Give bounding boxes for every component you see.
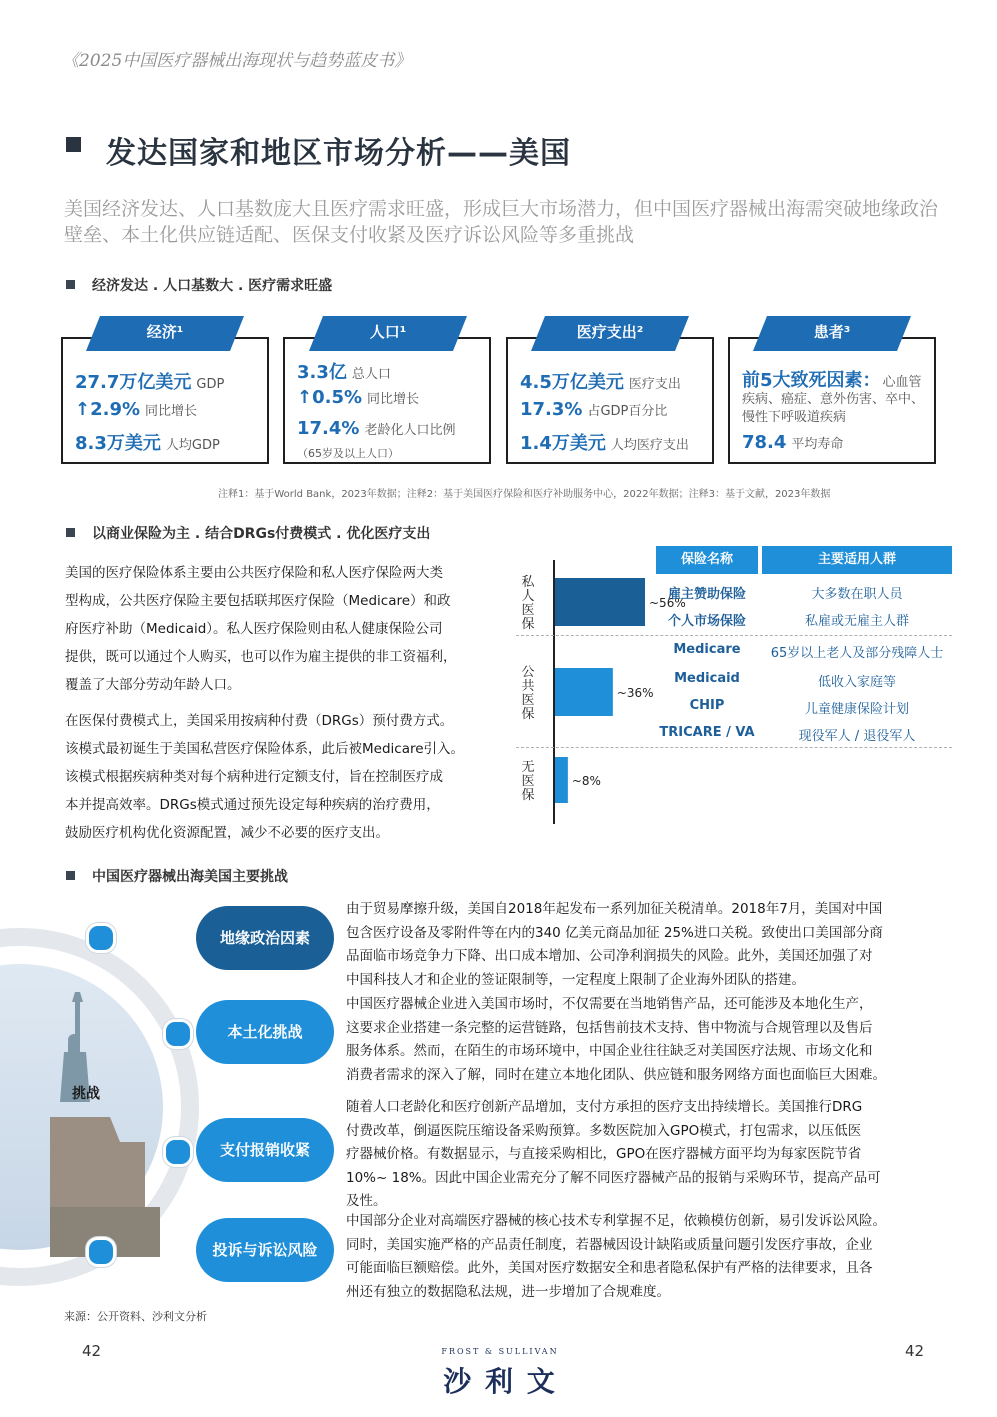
drgs-paragraph [65, 707, 464, 847]
stat-value: 4.5万亿美元 [520, 372, 624, 393]
table-divider [516, 747, 952, 748]
stat-label: 人均GDP [165, 438, 220, 453]
text-line: 中国部分企业对高端医疗器械的核心技术专利掌握不足，依赖模仿创新，易引发诉讼风险。 [346, 1213, 886, 1229]
page-number-right: 42 [905, 1342, 925, 1360]
card-header-economy [86, 316, 244, 351]
text-line: 10%~ 18%。因此中国企业需充分了解不同医疗器械产品的报销与采购环节，提高产品可 [346, 1169, 881, 1186]
card-header-patients [753, 316, 911, 351]
category-label-char: 人 [521, 589, 535, 604]
insurance-paragraph [65, 559, 457, 699]
stat-headline: 前5大致死因素： [742, 370, 881, 391]
text-line: 及性。 [346, 1193, 387, 1209]
category-label-char: 公 [521, 665, 535, 680]
category-label-char: 无 [521, 760, 535, 775]
challenge-center-label: 挑战 [72, 1086, 100, 1102]
text-line: 品面临市场竞争力下降、出口成本增加、公司净利润损失的风险。此外，美国还加强了对 [346, 948, 873, 964]
text-line: 包含医疗设备及零附件等在内的340 亿美元商品加征 25%进口关税。致使出口美国部分商 [346, 924, 883, 941]
table-cell-group: 低收入家庭等 [817, 675, 896, 690]
stat-label: GDP [196, 377, 225, 392]
stat-value: 17.4% [297, 418, 360, 439]
bar-value-label: ~56% [649, 596, 686, 610]
table-divider [516, 635, 952, 636]
page-subtitle: 美国经济发达、人口基数庞大且医疗需求旺盛，形成巨大市场潜力，但中国医疗器械出海需突破地缘政治壁垒、本土化供应链适配、医保支付收紧及医疗诉讼风险等多重挑战 [64, 198, 939, 246]
category-label-char: 保 [521, 617, 535, 632]
challenge-pill-localization: 本土化挑战 [196, 1000, 334, 1064]
text-line: 型构成，公共医疗保险主要包括联邦医疗保险（Medicare）和政 [65, 593, 451, 609]
stat-label: 总人口 [351, 367, 391, 382]
category-label-char: 保 [521, 788, 535, 803]
text-line: 该模式最初诞生于美国私营医疗保险体系，此后被Medicare引入。 [65, 741, 465, 757]
stat-label: 医疗支出 [628, 377, 681, 392]
text-line: 由于贸易摩擦升级，美国自2018年起发布一系列加征关税清单。2018年7月，美国对中国 [346, 901, 883, 917]
stat-label: 同比增长 [367, 392, 420, 407]
stat-label: 占GDP百分比 [587, 404, 668, 419]
table-cell-name: 个人市场保险 [667, 614, 746, 629]
stat-value: 8.3万美元 [75, 433, 161, 454]
category-label-char: 医 [521, 774, 535, 789]
card-title: 患者³ [813, 323, 851, 341]
table-cell-name: CHIP [689, 698, 725, 713]
stat-card-patients [728, 337, 936, 464]
stat-value: 27.7万亿美元 [75, 372, 192, 393]
insurance-bar-chart [510, 556, 686, 826]
stat-label: 疾病、癌症、意外伤害、卒中、 [742, 392, 925, 407]
stat-label: 心血管 [882, 375, 922, 390]
section2-title: 以商业保险为主 . 结合DRGs付费模式 . 优化医疗支出 [92, 526, 431, 542]
table-cell-name: 雇主赞助保险 [667, 587, 746, 602]
bar-value-label: ~8% [571, 774, 601, 788]
table-header-name: 保险名称 [656, 546, 758, 574]
bar-1 [555, 668, 613, 716]
category-label-char: 医 [521, 603, 535, 618]
text-line: 覆盖了大部分劳动年龄人口。 [65, 677, 241, 693]
stat-value: 3.3亿 [297, 362, 347, 383]
bar-2 [555, 757, 568, 803]
section-marker-icon [66, 871, 75, 880]
stat-value: 1.4万美元 [520, 433, 606, 454]
card-title: 医疗支出² [576, 323, 644, 341]
text-line: 可能面临巨额赔偿。此外，美国对医疗数据安全和患者隐私保护有严格的法律要求，且各 [346, 1260, 873, 1276]
bar-value-label: ~36% [616, 686, 654, 700]
text-line: 该模式根据疾病种类对每个病种进行定额支付，旨在控制医疗成 [65, 769, 443, 785]
table-cell-name: Medicaid [674, 671, 740, 686]
stat-label: 慢性下呼吸道疾病 [742, 410, 847, 425]
text-line: 府医疗补助（Medicaid）。私人医疗保险则由私人健康保险公司 [65, 621, 443, 637]
category-label-char: 共 [521, 679, 535, 694]
challenge-pill-geopolitics: 地缘政治因素 [196, 906, 334, 970]
stat-card-population [283, 337, 491, 464]
category-label-char: 医 [521, 693, 535, 708]
text-line: 中国科技人才和企业的签证限制等，一定程度上限制了企业海外团队的搭建。 [346, 971, 805, 988]
table-cell-group: 大多数在职人员 [811, 587, 903, 602]
book-title: 《2025中国医疗器械出海现状与趋势蓝皮书》 [62, 51, 412, 71]
challenge-text-localization [346, 993, 946, 1087]
text-line: 在医保付费模式上，美国采用按病种付费（DRGs）预付费方式。 [65, 713, 454, 729]
bar-0 [555, 578, 645, 626]
table-cell-group: 私雇或无雇主人群 [804, 614, 909, 629]
data-note: 注释1：基于World Bank，2023年数据；注释2：基于美国医疗保险和医疗补助服务中心，2022年数据；注释3：基于文献，2023年数据 [218, 489, 831, 500]
stat-label: 人均医疗支出 [610, 438, 689, 453]
table-cell-name: Medicare [673, 642, 741, 657]
text-line: 随着人口老龄化和医疗创新产品增加，支付方承担的医疗支出持续增长。美国推行DRG [346, 1099, 863, 1115]
card-title: 人口¹ [369, 323, 407, 341]
text-line: 付费改革，倒逼医院压缩设备采购预算。多数医院加入GPO模式，打包需求，以压低医 [346, 1122, 862, 1139]
text-line: 鼓励医疗机构优化资源配置，减少不必要的医疗支出。 [65, 825, 389, 841]
source-note: 来源：公开资料、沙利文分析 [64, 1310, 207, 1323]
stat-value: 78.4 [742, 432, 787, 453]
category-label-char: 保 [521, 707, 535, 722]
table-header-group: 主要适用人群 [762, 546, 952, 574]
title-marker-icon [66, 137, 81, 152]
stat-label: 平均寿命 [791, 437, 844, 452]
stat-label: 老龄化人口比例 [364, 423, 456, 438]
node-dot-icon [86, 923, 116, 953]
text-line: 提供，既可以通过个人购买，也可以作为雇主提供的非工资福利， [65, 649, 457, 665]
node-dot-icon [163, 1137, 193, 1167]
section3-title: 中国医疗器械出海美国主要挑战 [92, 869, 288, 885]
challenge-pill-litigation: 投诉与诉讼风险 [196, 1218, 334, 1282]
text-line: 消费者需求的深入了解，同时在建立本地化团队、供应链和服务网络方面也面临巨大困难。 [346, 1066, 886, 1083]
card-header-medical-spend [531, 316, 689, 351]
card-header-population [309, 316, 467, 351]
table-cell-group: 现役军人 / 退役军人 [798, 729, 916, 744]
table-cell-name: TRICARE / VA [659, 725, 755, 740]
challenge-pill-payment: 支付报销收紧 [196, 1118, 334, 1182]
page-title: 发达国家和地区市场分析——美国 [106, 136, 571, 171]
stat-footnote: （65岁及以上人口） [297, 447, 399, 460]
text-line: 服务体系。然而，在陌生的市场环境中，中国企业往往缺乏对美国医疗法规、市场文化和 [346, 1043, 873, 1059]
stat-card-medical-spend [506, 337, 714, 464]
category-label-char: 私 [521, 575, 535, 590]
section1-title: 经济发达 . 人口基数大 . 医疗需求旺盛 [92, 278, 333, 294]
text-line: 疗器械价格。有数据显示，与直接采购相比，GPO在医疗器械方面平均为每家医院节省 [346, 1146, 862, 1162]
stat-value: ↑2.9% [75, 399, 141, 420]
node-dot-icon [86, 1237, 116, 1267]
challenge-text-geopolitics [346, 898, 946, 992]
logo-text: FROST & SULLIVAN [441, 1347, 559, 1356]
stat-value: ↑0.5% [297, 387, 363, 408]
challenge-text-litigation [346, 1210, 946, 1304]
section-marker-icon [66, 280, 75, 289]
logo-mark: 沙 利 文 [443, 1365, 557, 1398]
challenge-text-payment [346, 1096, 946, 1214]
stat-card-economy [61, 337, 269, 464]
table-cell-group: 65岁以上老人及部分残障人士 [770, 646, 944, 661]
text-line: 中国医疗器械企业进入美国市场时，不仅需要在当地销售产品，还可能涉及本地化生产， [346, 996, 873, 1012]
card-title: 经济¹ [146, 323, 184, 341]
text-line: 州还有独立的数据隐私法规，进一步增加了合规难度。 [346, 1283, 670, 1300]
stat-value: 17.3% [520, 399, 583, 420]
page-number-left: 42 [82, 1342, 102, 1360]
node-dot-icon [163, 1019, 193, 1049]
text-line: 美国的医疗保险体系主要由公共医疗保险和私人医疗保险两大类 [65, 565, 443, 581]
table-cell-group: 儿童健康保险计划 [804, 702, 909, 717]
text-line: 本并提高效率。DRGs模式通过预先设定每种疾病的治疗费用， [65, 797, 440, 813]
section-marker-icon [66, 528, 75, 537]
stat-label: 同比增长 [145, 404, 198, 419]
text-line: 同时，美国实施严格的产品责任制度，若器械因设计缺陷或质量问题引发医疗事故，企业 [346, 1236, 873, 1253]
text-line: 这要求企业搭建一条完整的运营链路，包括售前技术支持、售中物流与合规管理以及售后 [346, 1019, 873, 1036]
